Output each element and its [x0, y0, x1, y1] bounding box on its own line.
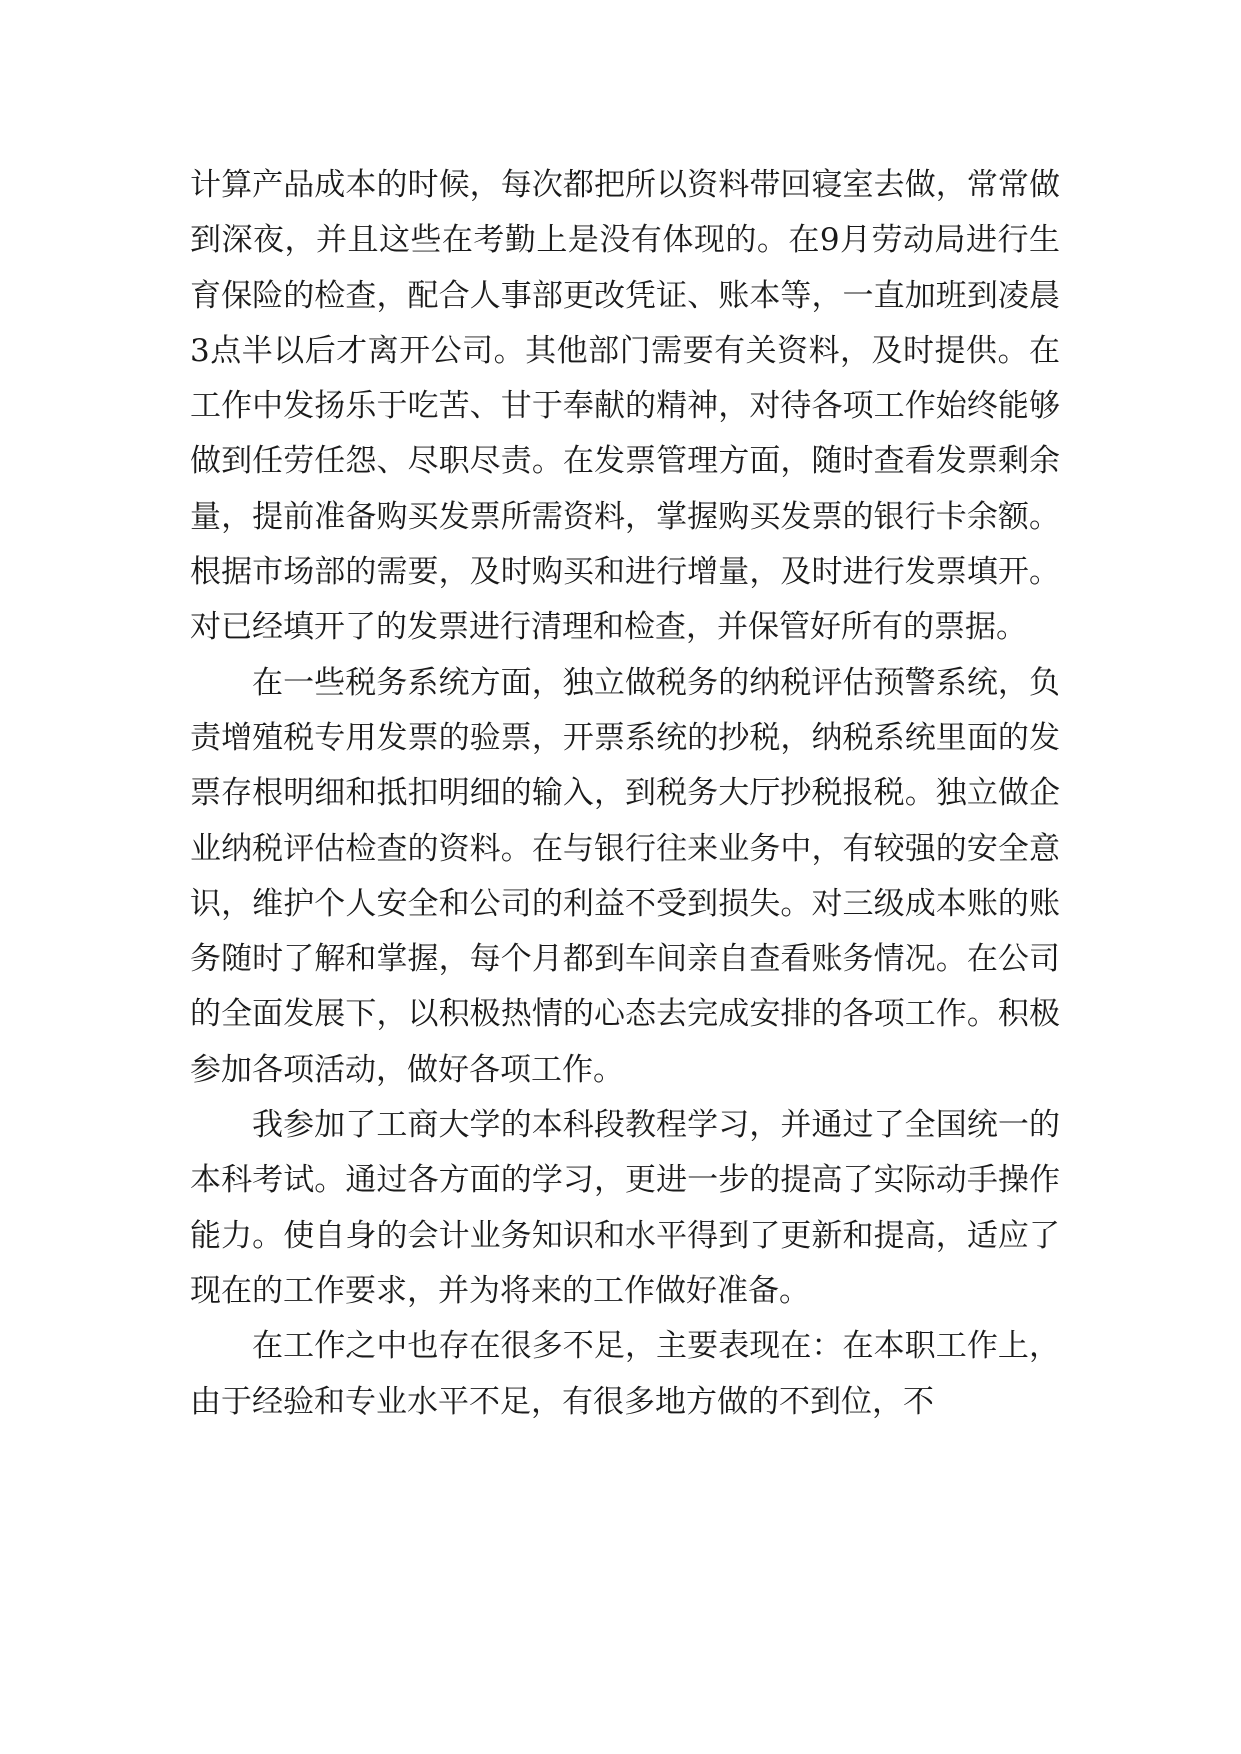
paragraph-tax-systems: 在一些税务系统方面，独立做税务的纳税评估预警系统，负责增殖税专用发票的验票，开票系统的抄税，纳税系统里面的发票存根明细和抵扣明细的输入，到税务大厅抄税报税。独立做企业纳税评估检查的资料。在与银行往来业务中，有较强的安全意识，维护个人安全和公司的利益不受到损失。对三级成本账的账务随时了解和掌握，每个月都到车间亲自查看账务情况。在公司的全面发展下，以积极热情的心态去完成安排的各项工作。积极参加各项活动，做好各项工作。 — [190, 664, 1060, 1088]
paragraph-shortcomings: 在工作之中也存在很多不足，主要表现在：在本职工作上，由于经验和专业水平不足，有很多地方做的不到位，不 — [190, 1328, 1060, 1420]
document-body — [190, 158, 1060, 1430]
paragraph-continuation: 计算产品成本的时候，每次都把所以资料带回寝室去做，常常做到深夜，并且这些在考勤上是没有体现的。在9月劳动局进行生育保险的检查，配合人事部更改凭证、账本等，一直加班到凌晨3点半以后才离开公司。其他部门需要有关资料，及时提供。在工作中发扬乐于吃苦、甘于奉献的精神，对待各项工作始终能够做到任劳任怨、尽职尽责。在发票管理方面，随时查看发票剩余量，提前准备购买发票所需资料，掌握购买发票的银行卡余额。根据市场部的需要，及时购买和进行增量，及时进行发票填开。对已经填开了的发票进行清理和检查，并保管好所有的票据。 — [190, 167, 1060, 646]
paragraph-study: 我参加了工商大学的本科段教程学习，并通过了全国统一的本科考试。通过各方面的学习，更进一步的提高了实际动手操作能力。使自身的会计业务知识和水平得到了更新和提高，适应了现在的工作要求，并为将来的工作做好准备。 — [190, 1107, 1060, 1309]
